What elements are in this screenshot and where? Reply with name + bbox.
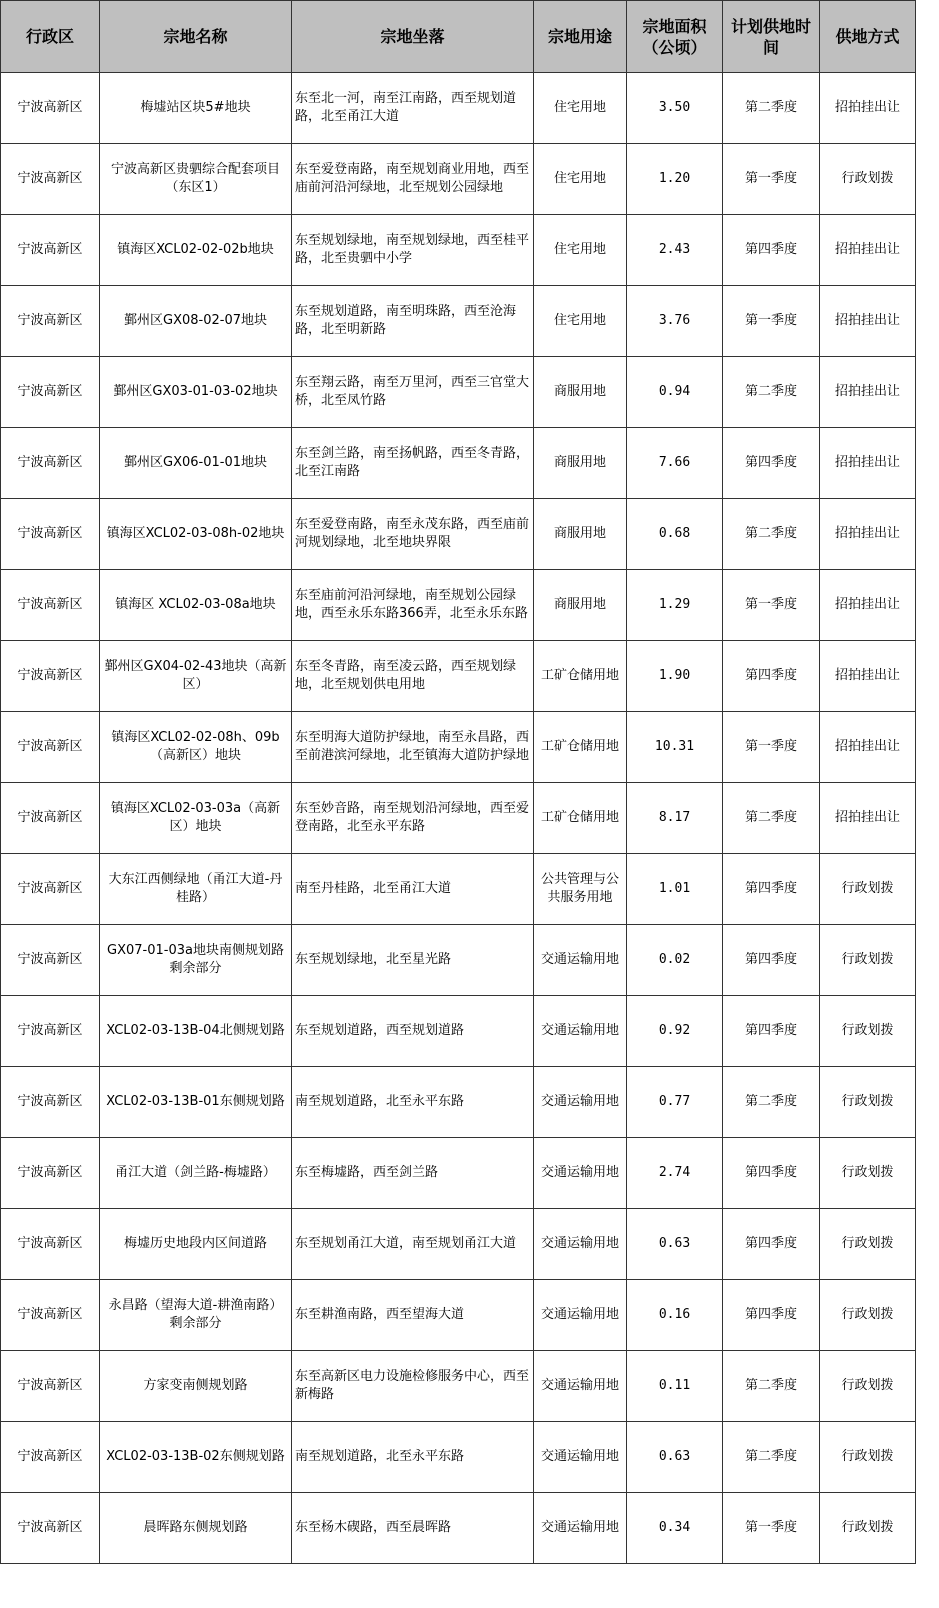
cell-supply-method: 招拍挂出让 bbox=[820, 570, 916, 641]
cell-supply-time: 第四季度 bbox=[723, 925, 820, 996]
cell-area: 0.16 bbox=[627, 1280, 723, 1351]
cell-parcel-location: 东至杨木碶路，西至晨晖路 bbox=[292, 1493, 534, 1564]
cell-parcel-name: XCL02-03-13B-04北侧规划路 bbox=[100, 996, 292, 1067]
cell-land-use: 商服用地 bbox=[534, 428, 627, 499]
table-row bbox=[1, 1280, 916, 1351]
cell-area: 10.31 bbox=[627, 712, 723, 783]
cell-district: 宁波高新区 bbox=[1, 1351, 100, 1422]
cell-area: 0.63 bbox=[627, 1422, 723, 1493]
cell-district: 宁波高新区 bbox=[1, 357, 100, 428]
cell-parcel-location: 东至爱登南路，南至永茂东路，西至庙前河规划绿地，北至地块界限 bbox=[292, 499, 534, 570]
cell-district: 宁波高新区 bbox=[1, 144, 100, 215]
cell-parcel-location: 东至爱登南路，南至规划商业用地，西至庙前河沿河绿地，北至规划公园绿地 bbox=[292, 144, 534, 215]
cell-parcel-name: 镇海区XCL02-02-02b地块 bbox=[100, 215, 292, 286]
cell-district: 宁波高新区 bbox=[1, 996, 100, 1067]
cell-parcel-name: 甬江大道（剑兰路-梅墟路） bbox=[100, 1138, 292, 1209]
cell-land-use: 商服用地 bbox=[534, 499, 627, 570]
header-area: 宗地面积（公顷） bbox=[627, 1, 723, 73]
cell-parcel-location: 南至规划道路，北至永平东路 bbox=[292, 1422, 534, 1493]
cell-district: 宁波高新区 bbox=[1, 1493, 100, 1564]
cell-parcel-name: 宁波高新区贵驷综合配套项目（东区1） bbox=[100, 144, 292, 215]
cell-parcel-name: 镇海区XCL02-02-08h、09b（高新区）地块 bbox=[100, 712, 292, 783]
cell-supply-time: 第四季度 bbox=[723, 996, 820, 1067]
cell-parcel-location: 东至庙前河沿河绿地，南至规划公园绿地，西至永乐东路366弄，北至永乐东路 bbox=[292, 570, 534, 641]
cell-parcel-location: 东至规划绿地，北至星光路 bbox=[292, 925, 534, 996]
cell-supply-time: 第一季度 bbox=[723, 144, 820, 215]
cell-parcel-location: 东至耕渔南路，西至望海大道 bbox=[292, 1280, 534, 1351]
cell-supply-time: 第四季度 bbox=[723, 1138, 820, 1209]
table-row bbox=[1, 1209, 916, 1280]
cell-parcel-name: 晨晖路东侧规划路 bbox=[100, 1493, 292, 1564]
cell-area: 1.01 bbox=[627, 854, 723, 925]
header-parcel-name: 宗地名称 bbox=[100, 1, 292, 73]
cell-area: 8.17 bbox=[627, 783, 723, 854]
cell-area: 0.02 bbox=[627, 925, 723, 996]
table-row bbox=[1, 286, 916, 357]
cell-parcel-location: 东至规划绿地，南至规划绿地，西至桂平路，北至贵驷中小学 bbox=[292, 215, 534, 286]
cell-land-use: 住宅用地 bbox=[534, 215, 627, 286]
table-row bbox=[1, 1138, 916, 1209]
table-row bbox=[1, 357, 916, 428]
cell-land-use: 住宅用地 bbox=[534, 286, 627, 357]
cell-supply-method: 行政划拨 bbox=[820, 1067, 916, 1138]
cell-area: 1.20 bbox=[627, 144, 723, 215]
cell-parcel-name: 鄞州区GX06-01-01地块 bbox=[100, 428, 292, 499]
cell-parcel-name: XCL02-03-13B-01东侧规划路 bbox=[100, 1067, 292, 1138]
table-row bbox=[1, 144, 916, 215]
cell-district: 宁波高新区 bbox=[1, 1209, 100, 1280]
cell-parcel-name: GX07-01-03a地块南侧规划路剩余部分 bbox=[100, 925, 292, 996]
table-row bbox=[1, 854, 916, 925]
cell-supply-method: 招拍挂出让 bbox=[820, 641, 916, 712]
cell-district: 宁波高新区 bbox=[1, 1138, 100, 1209]
cell-land-use: 住宅用地 bbox=[534, 73, 627, 144]
cell-supply-method: 招拍挂出让 bbox=[820, 783, 916, 854]
cell-supply-time: 第四季度 bbox=[723, 215, 820, 286]
table-row bbox=[1, 1351, 916, 1422]
cell-district: 宁波高新区 bbox=[1, 641, 100, 712]
cell-supply-time: 第四季度 bbox=[723, 854, 820, 925]
cell-land-use: 交通运输用地 bbox=[534, 1493, 627, 1564]
cell-district: 宁波高新区 bbox=[1, 499, 100, 570]
cell-land-use: 交通运输用地 bbox=[534, 1138, 627, 1209]
cell-parcel-location: 东至规划道路，西至规划道路 bbox=[292, 996, 534, 1067]
cell-supply-time: 第一季度 bbox=[723, 1493, 820, 1564]
table-row bbox=[1, 925, 916, 996]
cell-supply-method: 招拍挂出让 bbox=[820, 428, 916, 499]
table-row bbox=[1, 499, 916, 570]
cell-supply-time: 第四季度 bbox=[723, 428, 820, 499]
cell-supply-time: 第四季度 bbox=[723, 1280, 820, 1351]
cell-parcel-name: 方家变南侧规划路 bbox=[100, 1351, 292, 1422]
cell-supply-method: 行政划拨 bbox=[820, 1422, 916, 1493]
table-row bbox=[1, 783, 916, 854]
table-row bbox=[1, 73, 916, 144]
cell-district: 宁波高新区 bbox=[1, 73, 100, 144]
cell-supply-method: 行政划拨 bbox=[820, 854, 916, 925]
cell-area: 3.76 bbox=[627, 286, 723, 357]
cell-parcel-location: 东至翔云路，南至万里河，西至三官堂大桥，北至凤竹路 bbox=[292, 357, 534, 428]
cell-supply-method: 招拍挂出让 bbox=[820, 286, 916, 357]
cell-land-use: 公共管理与公共服务用地 bbox=[534, 854, 627, 925]
cell-supply-time: 第二季度 bbox=[723, 499, 820, 570]
table-row bbox=[1, 1067, 916, 1138]
cell-district: 宁波高新区 bbox=[1, 1280, 100, 1351]
cell-land-use: 交通运输用地 bbox=[534, 1280, 627, 1351]
table-row bbox=[1, 570, 916, 641]
table-row bbox=[1, 641, 916, 712]
cell-area: 0.77 bbox=[627, 1067, 723, 1138]
cell-area: 0.34 bbox=[627, 1493, 723, 1564]
cell-area: 0.63 bbox=[627, 1209, 723, 1280]
cell-parcel-location: 东至妙音路，南至规划沿河绿地，西至爱登南路，北至永平东路 bbox=[292, 783, 534, 854]
cell-area: 1.90 bbox=[627, 641, 723, 712]
cell-district: 宁波高新区 bbox=[1, 925, 100, 996]
cell-district: 宁波高新区 bbox=[1, 783, 100, 854]
cell-supply-time: 第四季度 bbox=[723, 1209, 820, 1280]
cell-district: 宁波高新区 bbox=[1, 286, 100, 357]
cell-parcel-name: 镇海区XCL02-03-08h-02地块 bbox=[100, 499, 292, 570]
cell-supply-time: 第二季度 bbox=[723, 1422, 820, 1493]
cell-supply-time: 第二季度 bbox=[723, 783, 820, 854]
cell-parcel-location: 东至规划道路，南至明珠路，西至沧海路，北至明新路 bbox=[292, 286, 534, 357]
cell-supply-time: 第二季度 bbox=[723, 73, 820, 144]
cell-district: 宁波高新区 bbox=[1, 428, 100, 499]
cell-land-use: 交通运输用地 bbox=[534, 1351, 627, 1422]
cell-supply-time: 第二季度 bbox=[723, 1351, 820, 1422]
cell-parcel-location: 东至规划甬江大道，南至规划甬江大道 bbox=[292, 1209, 534, 1280]
cell-supply-method: 行政划拨 bbox=[820, 996, 916, 1067]
cell-parcel-name: 大东江西侧绿地（甬江大道-丹桂路） bbox=[100, 854, 292, 925]
cell-parcel-name: 镇海区XCL02-03-03a（高新区）地块 bbox=[100, 783, 292, 854]
cell-parcel-location: 南至规划道路，北至永平东路 bbox=[292, 1067, 534, 1138]
cell-district: 宁波高新区 bbox=[1, 712, 100, 783]
cell-supply-method: 招拍挂出让 bbox=[820, 712, 916, 783]
cell-supply-method: 行政划拨 bbox=[820, 1209, 916, 1280]
cell-land-use: 工矿仓储用地 bbox=[534, 712, 627, 783]
header-district: 行政区 bbox=[1, 1, 100, 73]
cell-supply-method: 行政划拨 bbox=[820, 1351, 916, 1422]
cell-area: 2.43 bbox=[627, 215, 723, 286]
cell-district: 宁波高新区 bbox=[1, 1067, 100, 1138]
cell-district: 宁波高新区 bbox=[1, 215, 100, 286]
cell-parcel-name: 永昌路（望海大道-耕渔南路）剩余部分 bbox=[100, 1280, 292, 1351]
table-row bbox=[1, 1422, 916, 1493]
cell-supply-time: 第四季度 bbox=[723, 641, 820, 712]
cell-parcel-location: 东至剑兰路，南至扬帆路，西至冬青路，北至江南路 bbox=[292, 428, 534, 499]
cell-area: 0.11 bbox=[627, 1351, 723, 1422]
cell-parcel-name: 梅墟历史地段内区间道路 bbox=[100, 1209, 292, 1280]
table-row bbox=[1, 712, 916, 783]
cell-area: 2.74 bbox=[627, 1138, 723, 1209]
cell-parcel-location: 东至梅墟路，西至剑兰路 bbox=[292, 1138, 534, 1209]
cell-supply-method: 招拍挂出让 bbox=[820, 499, 916, 570]
cell-parcel-name: 梅墟站区块5#地块 bbox=[100, 73, 292, 144]
cell-supply-method: 招拍挂出让 bbox=[820, 357, 916, 428]
cell-supply-method: 招拍挂出让 bbox=[820, 73, 916, 144]
cell-supply-time: 第一季度 bbox=[723, 570, 820, 641]
cell-parcel-name: XCL02-03-13B-02东侧规划路 bbox=[100, 1422, 292, 1493]
header-row bbox=[1, 1, 916, 73]
cell-supply-method: 行政划拨 bbox=[820, 1280, 916, 1351]
cell-supply-method: 行政划拨 bbox=[820, 1138, 916, 1209]
cell-district: 宁波高新区 bbox=[1, 854, 100, 925]
cell-district: 宁波高新区 bbox=[1, 1422, 100, 1493]
cell-land-use: 商服用地 bbox=[534, 570, 627, 641]
cell-supply-time: 第一季度 bbox=[723, 286, 820, 357]
cell-land-use: 交通运输用地 bbox=[534, 1422, 627, 1493]
cell-parcel-location: 东至冬青路，南至凌云路，西至规划绿地，北至规划供电用地 bbox=[292, 641, 534, 712]
cell-land-use: 住宅用地 bbox=[534, 144, 627, 215]
cell-supply-time: 第二季度 bbox=[723, 357, 820, 428]
header-supply-method: 供地方式 bbox=[820, 1, 916, 73]
cell-parcel-name: 镇海区 XCL02-03-08a地块 bbox=[100, 570, 292, 641]
cell-area: 3.50 bbox=[627, 73, 723, 144]
cell-parcel-name: 鄞州区GX03-01-03-02地块 bbox=[100, 357, 292, 428]
table-body bbox=[1, 73, 916, 1564]
cell-supply-method: 行政划拨 bbox=[820, 144, 916, 215]
cell-supply-method: 行政划拨 bbox=[820, 1493, 916, 1564]
cell-district: 宁波高新区 bbox=[1, 570, 100, 641]
cell-land-use: 工矿仓储用地 bbox=[534, 783, 627, 854]
table-row bbox=[1, 215, 916, 286]
cell-land-use: 交通运输用地 bbox=[534, 1209, 627, 1280]
header-parcel-location: 宗地坐落 bbox=[292, 1, 534, 73]
cell-area: 0.68 bbox=[627, 499, 723, 570]
header-supply-time: 计划供地时间 bbox=[723, 1, 820, 73]
header-land-use: 宗地用途 bbox=[534, 1, 627, 73]
cell-area: 0.94 bbox=[627, 357, 723, 428]
cell-area: 1.29 bbox=[627, 570, 723, 641]
cell-land-use: 商服用地 bbox=[534, 357, 627, 428]
cell-land-use: 工矿仓储用地 bbox=[534, 641, 627, 712]
cell-parcel-name: 鄞州区GX04-02-43地块（高新区） bbox=[100, 641, 292, 712]
table-row bbox=[1, 996, 916, 1067]
cell-parcel-name: 鄞州区GX08-02-07地块 bbox=[100, 286, 292, 357]
cell-supply-method: 行政划拨 bbox=[820, 925, 916, 996]
table-row bbox=[1, 428, 916, 499]
cell-parcel-location: 东至高新区电力设施检修服务中心，西至新梅路 bbox=[292, 1351, 534, 1422]
cell-parcel-location: 东至明海大道防护绿地，南至永昌路，西至前港滨河绿地，北至镇海大道防护绿地 bbox=[292, 712, 534, 783]
cell-supply-time: 第一季度 bbox=[723, 712, 820, 783]
table-header bbox=[1, 1, 916, 73]
cell-parcel-location: 东至北一河，南至江南路，西至规划道路，北至甬江大道 bbox=[292, 73, 534, 144]
cell-parcel-location: 南至丹桂路，北至甬江大道 bbox=[292, 854, 534, 925]
cell-land-use: 交通运输用地 bbox=[534, 1067, 627, 1138]
cell-supply-method: 招拍挂出让 bbox=[820, 215, 916, 286]
cell-land-use: 交通运输用地 bbox=[534, 925, 627, 996]
table-row bbox=[1, 1493, 916, 1564]
cell-supply-time: 第二季度 bbox=[723, 1067, 820, 1138]
cell-land-use: 交通运输用地 bbox=[534, 996, 627, 1067]
cell-area: 7.66 bbox=[627, 428, 723, 499]
cell-area: 0.92 bbox=[627, 996, 723, 1067]
